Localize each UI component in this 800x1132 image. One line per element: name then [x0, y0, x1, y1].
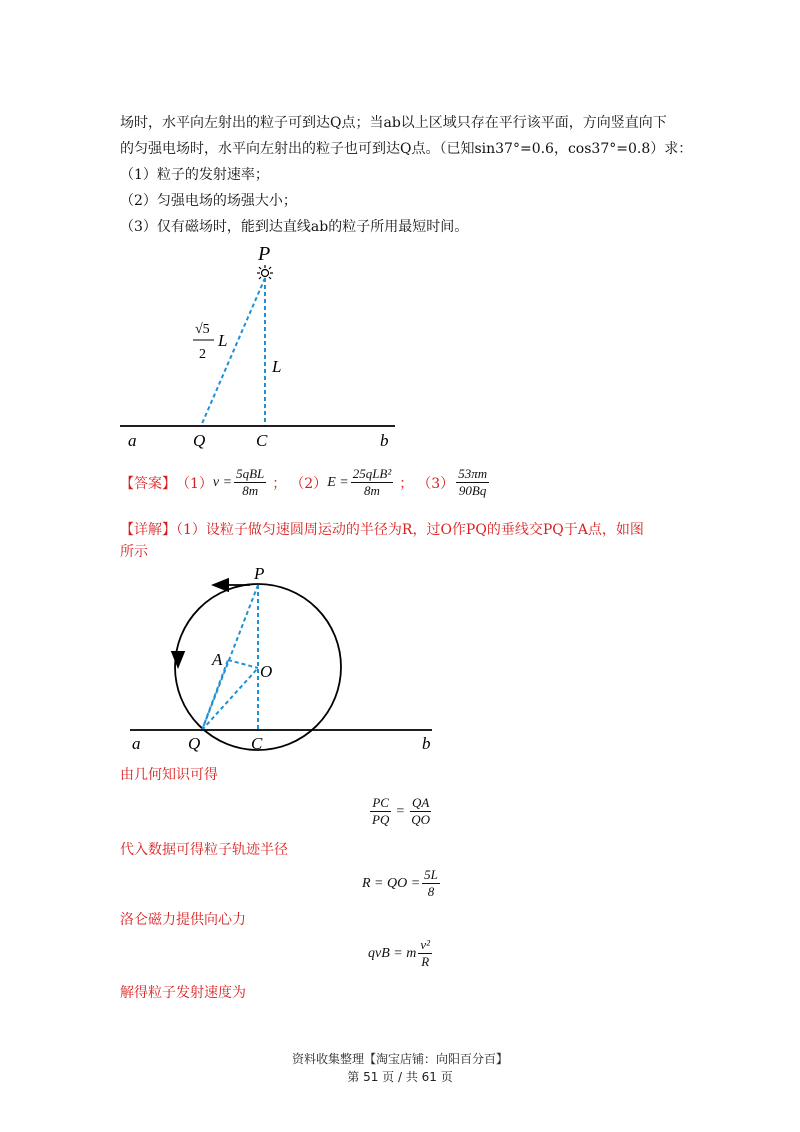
fig2-label-A: A — [212, 650, 223, 669]
step-2-text: 代入数据可得粒子轨迹半径 — [120, 842, 288, 858]
fig1-label-b: b — [380, 431, 389, 450]
eq3-den: R — [421, 954, 430, 969]
answer-part-3: （3） — [417, 475, 455, 492]
fig1-label-a: a — [128, 431, 137, 450]
step-1-text: 由几何知识可得 — [120, 767, 218, 783]
eq1-left-den: PQ — [372, 812, 390, 827]
fig1-label-L: L — [272, 357, 282, 376]
fig1-label-P: P — [258, 243, 271, 265]
footer-page-number: 第 51 页 / 共 61 页 — [347, 1070, 453, 1084]
fig2-label-Q: Q — [188, 734, 201, 753]
fig2-label-a: a — [132, 734, 141, 753]
problem-line-1: 场时，水平向左射出的粒子可到达Q点；当ab以上区域只存在平行该平面，方向竖直向下 — [120, 115, 667, 131]
answer-v-lhs: v = — [212, 474, 233, 490]
fig2-dashed-QO — [202, 668, 258, 730]
answer-v-num: 5qBL — [236, 466, 265, 481]
figure-1-diagram — [110, 240, 410, 455]
answer-t-num: 53πm — [458, 466, 488, 481]
fig1-label-sqrt5: √5 — [195, 322, 210, 337]
detail-line-1 — [120, 520, 644, 540]
eq3-num: v² — [420, 937, 430, 952]
answer-part-1: （1） — [176, 475, 213, 492]
eq1-left-num: PC — [372, 795, 389, 810]
question-3: （3）仅有磁场时，能到达直线ab的粒子所用最短时间。 — [120, 219, 469, 235]
step-3-text: 洛仑磁力提供向心力 — [120, 912, 246, 928]
answer-tag: 【答案】 — [120, 475, 176, 492]
detail-text-1: （1）设粒子做匀速圆周运动的半径为R，过O作PQ的垂线交PQ于A点，如图 — [176, 522, 644, 538]
eq1-right-den: QO — [411, 812, 431, 827]
eq1-equals: = — [396, 803, 405, 819]
answer-v-den: 8m — [242, 483, 259, 498]
question-1: （1）粒子的发射速率； — [120, 167, 269, 183]
fig1-label-Q: Q — [193, 431, 206, 450]
answer-sep-2: ； — [399, 475, 414, 492]
figure-2-diagram — [110, 560, 440, 760]
detail-line-2: 所示 — [120, 544, 148, 560]
eq3-lhs: qvB = m — [368, 945, 417, 961]
equation-2 — [362, 867, 442, 900]
eq1-right-num: QA — [411, 795, 430, 810]
step-4-text: 解得粒子发射速度为 — [120, 985, 246, 1001]
fig2-label-O: O — [260, 662, 273, 681]
answer-e-den: 8m — [364, 483, 380, 498]
fig2-dashed-QA — [202, 660, 228, 730]
equation-1 — [368, 795, 434, 828]
question-2: （2）匀强电场的场强大小； — [120, 193, 297, 209]
detail-tag: 【详解】 — [120, 522, 176, 538]
answer-e-lhs: E = — [327, 474, 349, 490]
fig2-label-b: b — [422, 734, 431, 753]
eq2-lhs: R = QO = — [362, 875, 421, 891]
eq2-num: 5L — [424, 867, 438, 882]
answer-sep-1: ； — [272, 475, 287, 492]
answer-e-num: 25qLB² — [352, 466, 392, 481]
answer-line — [120, 466, 491, 499]
fig1-dashed-PQ — [201, 278, 265, 426]
fig1-label-L-slant: L — [218, 331, 228, 350]
fig2-dashed-AO — [228, 660, 258, 668]
fig1-label-2: 2 — [199, 347, 206, 362]
fig2-label-P: P — [254, 564, 265, 583]
eq2-den: 8 — [427, 884, 435, 899]
fig2-label-C: C — [251, 734, 263, 753]
answer-t-den: 90Bq — [458, 483, 487, 498]
answer-part-2: （2） — [290, 475, 328, 492]
fig1-label-C: C — [256, 431, 268, 450]
equation-3 — [368, 937, 434, 970]
footer-source: 资料收集整理【淘宝店铺：向阳百分百】 — [291, 1052, 508, 1066]
problem-line-2: 的匀强电场时，水平向左射出的粒子也可到达Q点。（已知sin37°=0.6，cos37°=0.8）求： — [120, 141, 693, 157]
